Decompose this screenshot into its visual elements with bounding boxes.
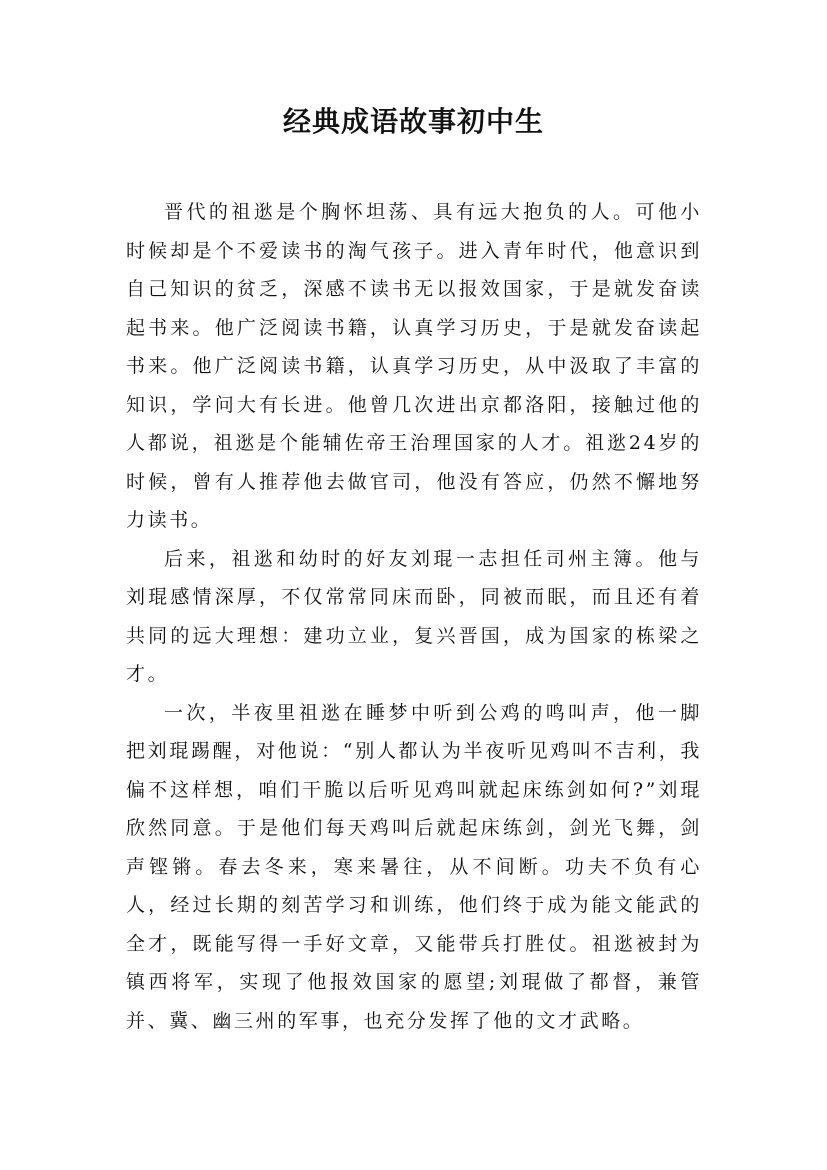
paragraph-2: 后来，祖逖和幼时的好友刘琨一志担任司州主簿。他与刘琨感情深厚，不仅常常同床而卧，同被而眠，而且还有着共同的远大理想：建功立业，复兴晋国，成为国家的栋梁之才。 (126, 547, 702, 685)
paragraph-3: 一次，半夜里祖逖在睡梦中听到公鸡的鸣叫声，他一脚把刘琨踢醒，对他说：“别人都认为半夜听见鸡叫不吉利，我偏不这样想，咱们干脆以后听见鸡叫就起床练剑如何?”刘琨欣然同意。于是他们每天鸡叫后就起床练剑，剑光飞舞，剑声铿锵。春去冬来，寒来暑往，从不间断。功夫不负有心人，经过长期的刻苦学习和训练，他们终于成为能文能武的全才，既能写得一手好文章，又能带兵打胜仗。祖逖被封为镇西将军，实现了他报效国家的愿望;刘琨做了都督，兼管并、冀、幽三州的军事，也充分发挥了他的文才武略。 (126, 701, 702, 1032)
paragraph-1: 晋代的祖逖是个胸怀坦荡、具有远大抱负的人。可他小时候却是个不爱读书的淘气孩子。进入青年时代，他意识到自己知识的贫乏，深感不读书无以报效国家，于是就发奋读起书来。他广泛阅读书籍，认真学习历史，于是就发奋读起书来。他广泛阅读书籍，认真学习历史，从中汲取了丰富的知识，学问大有长进。他曾几次进出京都洛阳，接触过他的人都说，祖逖是个能辅佐帝王治理国家的人才。祖逖24岁的时候，曾有人推荐他去做官司，他没有答应，仍然不懈地努力读书。 (126, 201, 702, 531)
document-title: 经典成语故事初中生 (282, 105, 544, 138)
document-body (126, 193, 702, 1040)
